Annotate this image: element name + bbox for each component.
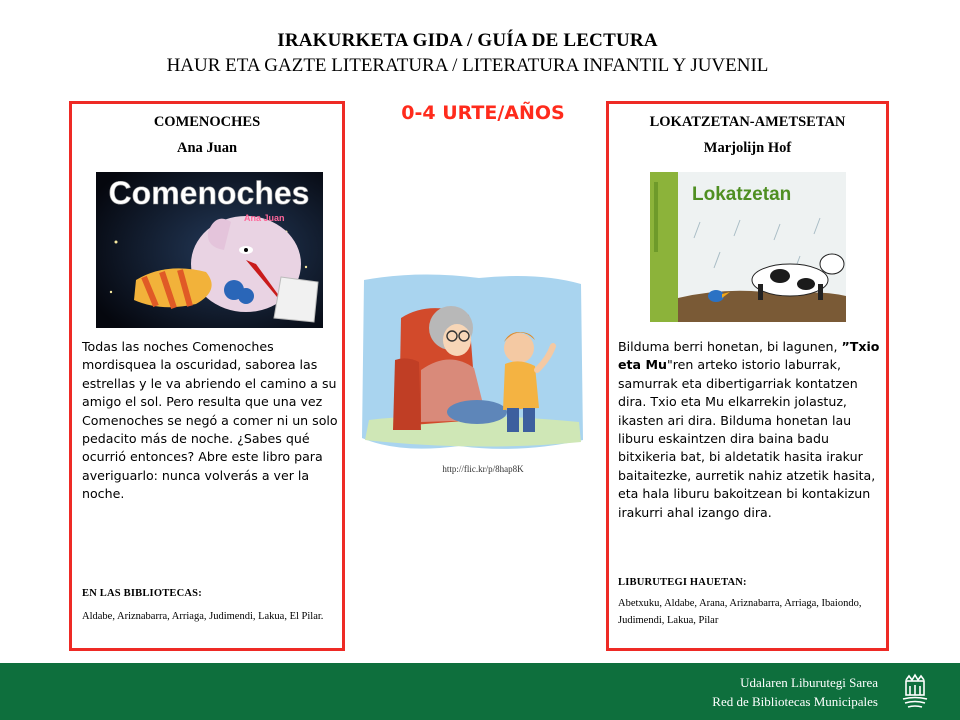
cover-title-text: Comenoches [108, 175, 310, 211]
highlighted-title: ”Txio eta Mu [618, 339, 880, 373]
footer-bar [0, 663, 960, 720]
book-title: LOKATZETAN-AMETSETAN [649, 114, 846, 130]
cover-title-text: Lokatzetan [692, 184, 792, 205]
book-author: Marjolijn Hof [703, 140, 792, 156]
city-crest-icon [900, 672, 930, 712]
book-description: Bilduma berri honetan, bi lagunen, ”Txio eta Mu"ren arteko istorio laburrak, samurrak eta dibertigarriak kontatzen dira. Txio eta Mu elkarrekin jolastuz, ikasten ari dira. Bilduma honetan lau liburu eskaintzen dira baina badu bitxikeria bat, bi aldetatik hasita irakur baitaitezke, aurretik nahiz atzetik hasita, eta hala liburu bakoitzean bi kontakizun irakurri ahal izango dira. [618, 339, 880, 520]
guide-subtitle: HAUR ETA GAZTE LITERATURA / LITERATURA INFANTIL Y JUVENIL [166, 55, 769, 76]
libraries-list: Abetxuku, Aldabe, Arana, Ariznabarra, Arriaga, Ibaiondo, Judimendi, Lakua, Pilar [618, 598, 862, 626]
footer-network-basque: Udalaren Liburutegi Sarea [740, 675, 878, 690]
book-card-comenoches [69, 101, 345, 651]
book-card-lokatzetan [606, 101, 889, 651]
grandma-child-illustration [359, 270, 586, 456]
book-title: COMENOCHES [153, 114, 261, 130]
book-author: Ana Juan [176, 140, 238, 156]
book-description: Todas las noches Comenoches mordisquea la oscuridad, saborea las estrellas y le va abriendo el camino a su amigo el sol. Pero resulta que una vez Comenoches se negó a comer ni un solo pedacito más de noche. ¿Sabes qué ocurrió entonces? Abre este libro para averiguarlo: nunca volverás a ver la noche. [82, 339, 338, 502]
cover-author-text: Ana Juan [244, 213, 285, 223]
libraries-heading: EN LAS BIBLIOTECAS: [82, 588, 202, 599]
guide-title: IRAKURKETA GIDA / GUÍA DE LECTURA [277, 30, 658, 51]
image-credit: http://flic.kr/p/8hap8K [442, 464, 524, 474]
libraries-list: Aldabe, Ariznabarra, Arriaga, Judimendi, Lakua, El Pilar. [82, 611, 324, 622]
age-range-label: 0-4 URTE/AÑOS [401, 102, 565, 124]
footer-network-spanish: Red de Bibliotecas Municipales [712, 694, 878, 709]
book-cover-lokatzetan [650, 172, 846, 322]
libraries-heading: LIBURUTEGI HAUETAN: [618, 577, 747, 588]
book-cover-comenoches [96, 172, 323, 328]
